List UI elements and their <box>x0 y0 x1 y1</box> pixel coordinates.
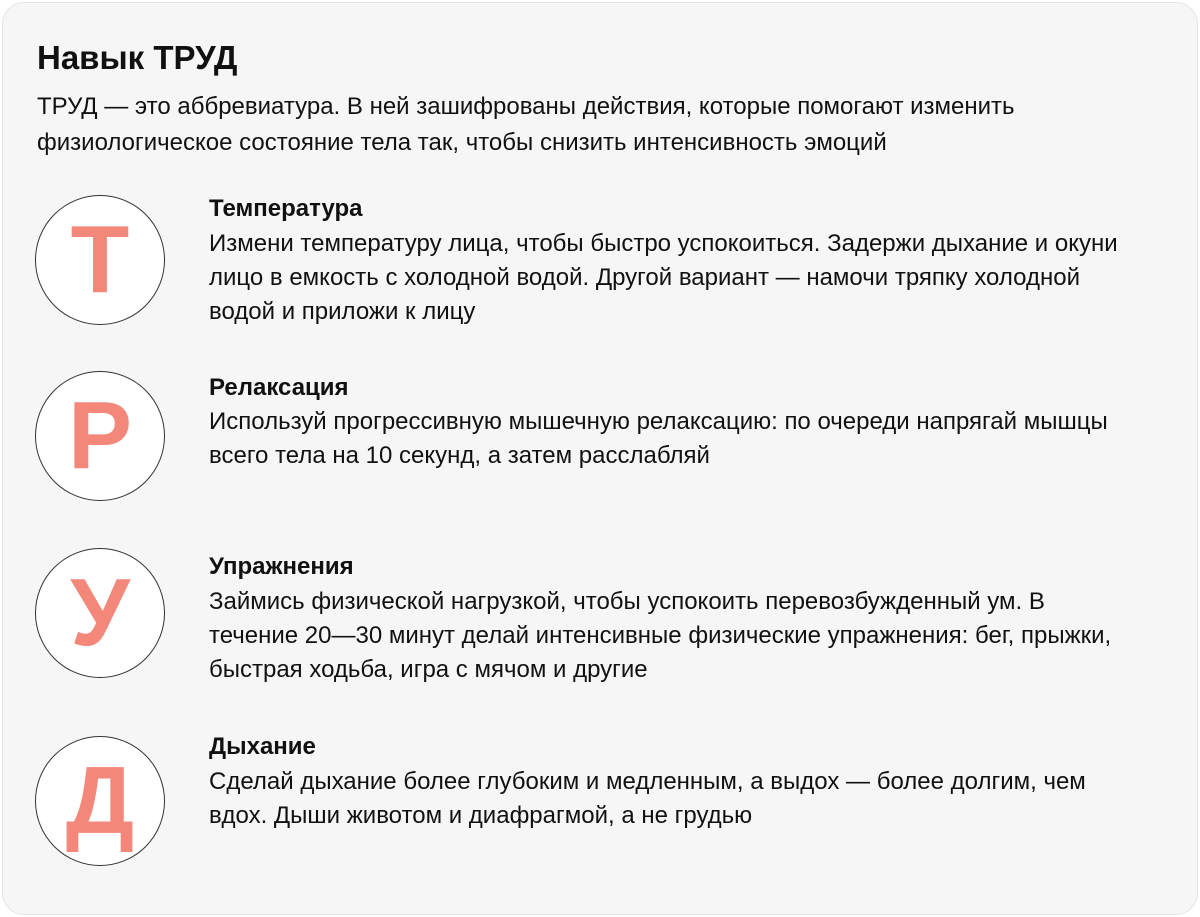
letter-d: Д <box>65 747 135 854</box>
item-heading-relaxation: Релаксация <box>209 374 349 401</box>
letter-circle-u <box>35 548 165 678</box>
item-text-relaxation: Используй прогрессивную мышечную релаксацию: по очереди напрягай мышцы всего тела на 10 секунд, а затем расслабляй <box>209 408 1108 469</box>
item-heading-exercise: Упражнения <box>209 553 354 580</box>
item-heading-breathing: Дыхание <box>209 733 316 760</box>
item-heading-temperature: Температура <box>209 195 363 222</box>
letter-t: Т <box>70 206 130 313</box>
letter-circle-r <box>35 371 165 501</box>
item-text-exercise: Займись физической нагрузкой, чтобы успокоить перевозбужденный ум. В течение 20—30 минут делай интенсивные физические упражнения: бег, прыжки, быстрая ходьба, игра с мячом и другие <box>209 588 1112 683</box>
letter-u: У <box>70 559 130 666</box>
letter-r: Р <box>67 382 133 489</box>
letter-circle-d <box>35 736 165 866</box>
letter-circle-t <box>35 195 165 325</box>
card-intro: ТРУД — это аббревиатура. В ней зашифрованы действия, которые помогают изменить физиологическое состояние тела так, чтобы снизить интенсивность эмоций <box>37 93 1015 156</box>
skill-card <box>2 2 1198 915</box>
card-title: Навык ТРУД <box>37 39 238 76</box>
item-text-breathing: Сделай дыхание более глубоким и медленным, а выдох — более долгим, чем вдох. Дыши животом и диафрагмой, а не грудью <box>209 768 1086 829</box>
item-text-temperature: Измени температуру лица, чтобы быстро успокоиться. Задержи дыхание и окуни лицо в емкость с холодной водой. Другой вариант — намочи тряпку холодной водой и приложи к лицу <box>209 230 1118 325</box>
